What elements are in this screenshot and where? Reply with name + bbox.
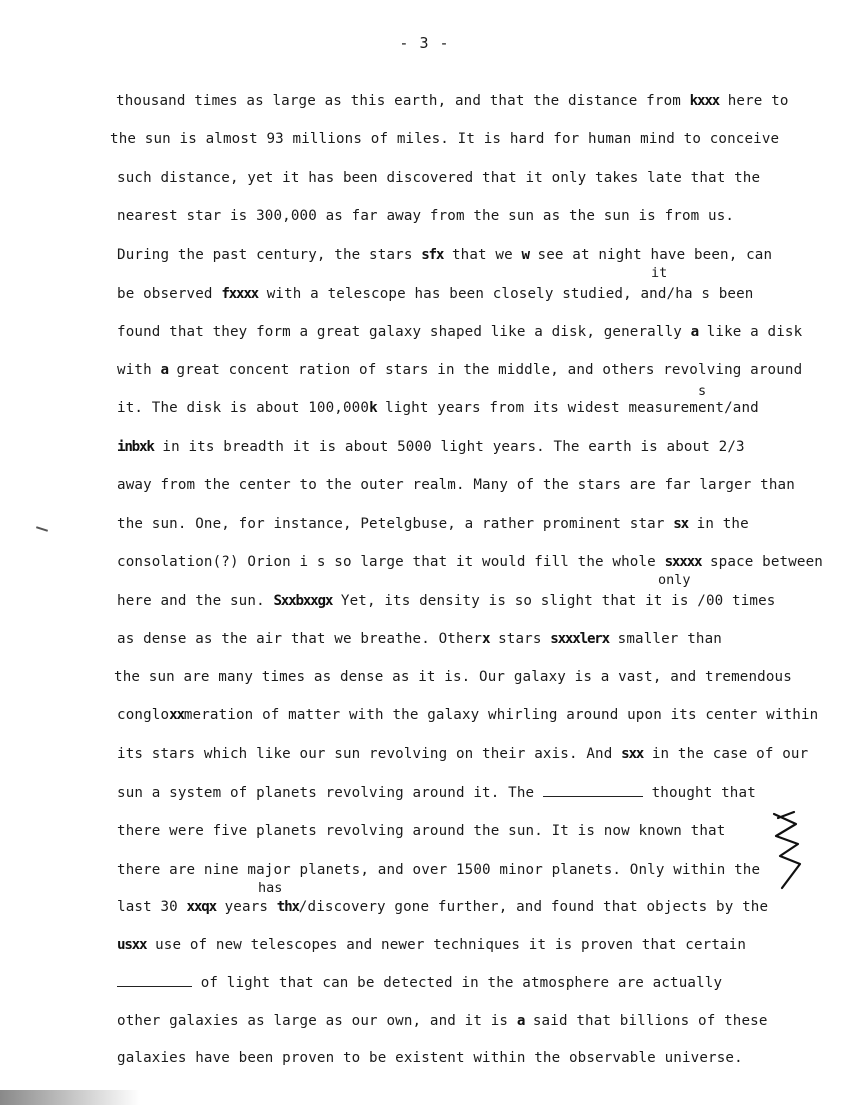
line-text: meration of matter with the galaxy whirling around upon its center within <box>183 707 819 723</box>
line-text: here to <box>719 93 789 109</box>
text-line <box>117 438 745 456</box>
insertion-mark: / <box>724 400 733 416</box>
line-text: here and the sun. <box>117 593 274 609</box>
line-text: it. The disk is about 100,000 <box>117 400 370 416</box>
fill-in-blank <box>543 784 643 797</box>
strikeout-text: sx <box>673 516 688 532</box>
line-text: the sun is almost 93 millions of miles. It is hard for human mind to conceive <box>110 131 780 147</box>
text-line <box>117 169 760 187</box>
strikeout-text: sxxxlerx <box>550 631 609 647</box>
strikeout-text: xx <box>169 707 184 723</box>
text-line <box>117 861 760 879</box>
scan-smudge <box>0 1090 140 1105</box>
line-text: smaller than <box>608 631 722 647</box>
strikeout-text: kxxx <box>689 93 720 109</box>
line-text: be observed <box>117 286 222 302</box>
line-text: thousand times as large as this earth, and that the distance from <box>116 93 690 109</box>
strikeout-text: inbxk <box>117 439 154 455</box>
text-line <box>117 399 759 417</box>
line-text: in the case of our <box>643 746 809 762</box>
text-line <box>117 246 772 264</box>
interlinear-insertion: has <box>258 880 283 896</box>
margin-scribble-mark <box>768 810 808 890</box>
line-text: as dense as the air that we breathe. Other <box>117 631 483 647</box>
line-text: discovery gone further, and found that objects by the <box>307 899 769 915</box>
line-text: years <box>215 899 277 915</box>
fill-in-blank <box>117 974 192 987</box>
text-line <box>116 92 789 110</box>
line-text: there are nine major planets, and over 1500 minor planets. Only within the <box>117 862 761 878</box>
strikeout-text: thx <box>276 899 299 915</box>
strikeout-text: a <box>690 324 698 340</box>
line-text: great concent ration of stars in the middle, and others revolving around <box>167 362 803 378</box>
interlinear-insertion: s <box>698 383 707 399</box>
text-line <box>117 592 775 610</box>
strikeout-text: sfx <box>421 247 444 263</box>
text-line <box>117 285 753 303</box>
text-line <box>117 822 725 840</box>
line-text: see at night have been, can <box>528 247 773 263</box>
line-text: nearest star is 300,000 as far away from the sun as the sun is from us. <box>117 208 735 224</box>
strikeout-text: xxqx <box>186 899 216 915</box>
strikeout-text: usxx <box>117 937 147 953</box>
text-line <box>117 936 746 954</box>
strikeout-text: Sxxbxxgx <box>273 593 333 609</box>
text-line <box>117 515 749 533</box>
insertion-mark: / <box>666 286 676 302</box>
text-line <box>117 323 802 341</box>
strikeout-text: sxxxx <box>664 554 702 570</box>
line-text: other galaxies as large as our own, and it is <box>117 1013 517 1029</box>
line-text: of light that can be detected in the atmosphere are actually <box>192 975 723 991</box>
line-text: galaxies have been proven to be existent within the observable universe. <box>117 1050 743 1066</box>
line-text: 00 times <box>705 593 776 609</box>
line-text: and <box>732 400 759 416</box>
line-text: said that billions of these <box>524 1013 768 1029</box>
line-text: away from the center to the outer realm. Many of the stars are far larger than <box>117 477 795 493</box>
margin-mark <box>36 526 48 532</box>
strikeout-text: a <box>160 362 168 378</box>
text-line <box>117 974 722 992</box>
line-text: ha s been <box>675 286 754 302</box>
insertion-mark: / <box>697 593 706 609</box>
line-text: light years from its widest measurement <box>376 400 725 416</box>
insertion-mark: / <box>298 899 308 915</box>
text-line <box>117 361 802 379</box>
text-line <box>117 1012 768 1030</box>
line-text: that we <box>443 247 522 263</box>
line-text: the sun. One, for instance, Petelgbuse, a rather prominent star <box>117 516 674 532</box>
strikeout-text: fxxxx <box>221 286 259 302</box>
interlinear-insertion: it <box>651 265 668 281</box>
line-text: its stars which like our sun revolving on their axis. And <box>117 746 622 762</box>
line-text: space between <box>701 554 823 570</box>
line-text: use of new telescopes and newer techniques it is proven that certain <box>146 937 747 953</box>
line-text: the sun are many times as dense as it is. Our galaxy is a vast, and tremendous <box>114 669 792 685</box>
line-text: like a disk <box>698 324 803 340</box>
line-text: last 30 <box>117 899 187 915</box>
line-text: with a telescope has been closely studied, and <box>258 286 667 302</box>
line-text: stars <box>489 631 551 647</box>
text-line <box>117 1049 743 1067</box>
text-line <box>117 207 734 225</box>
line-text: During the past century, the stars <box>117 247 422 263</box>
text-line <box>117 784 756 802</box>
text-line <box>117 553 823 571</box>
text-line <box>114 668 792 686</box>
line-text: thought that <box>642 785 756 801</box>
line-text: sun a system of planets revolving around it. The <box>117 785 543 801</box>
strikeout-text: k <box>369 400 377 416</box>
line-text: such distance, yet it has been discovered that it only takes late that the <box>117 170 761 186</box>
text-line <box>117 630 722 648</box>
line-text: Yet, its density is so slight that it is <box>332 593 698 609</box>
strikeout-text: x <box>482 631 490 647</box>
strikeout-text: a <box>516 1013 525 1029</box>
line-text: in the <box>687 516 749 532</box>
text-line <box>117 745 808 763</box>
line-text: there were five planets revolving around the sun. It is now known that <box>117 823 726 839</box>
line-text: conglo <box>117 707 170 723</box>
line-text: found that they form a great galaxy shaped like a disk, generally <box>117 324 691 340</box>
line-text: consolation(?) Orion i s so large that it would fill the whole <box>117 554 665 570</box>
strikeout-text: w <box>521 247 529 263</box>
interlinear-insertion: only <box>658 572 691 588</box>
text-line <box>110 130 779 148</box>
line-text: in its breadth it is about 5000 light years. The earth is about 2/3 <box>153 439 745 455</box>
strikeout-text: sxx <box>621 746 644 762</box>
line-text: with <box>117 362 161 378</box>
text-line <box>117 476 795 494</box>
text-line <box>117 706 818 724</box>
page-number: - 3 - <box>399 34 450 52</box>
text-line <box>117 898 768 916</box>
